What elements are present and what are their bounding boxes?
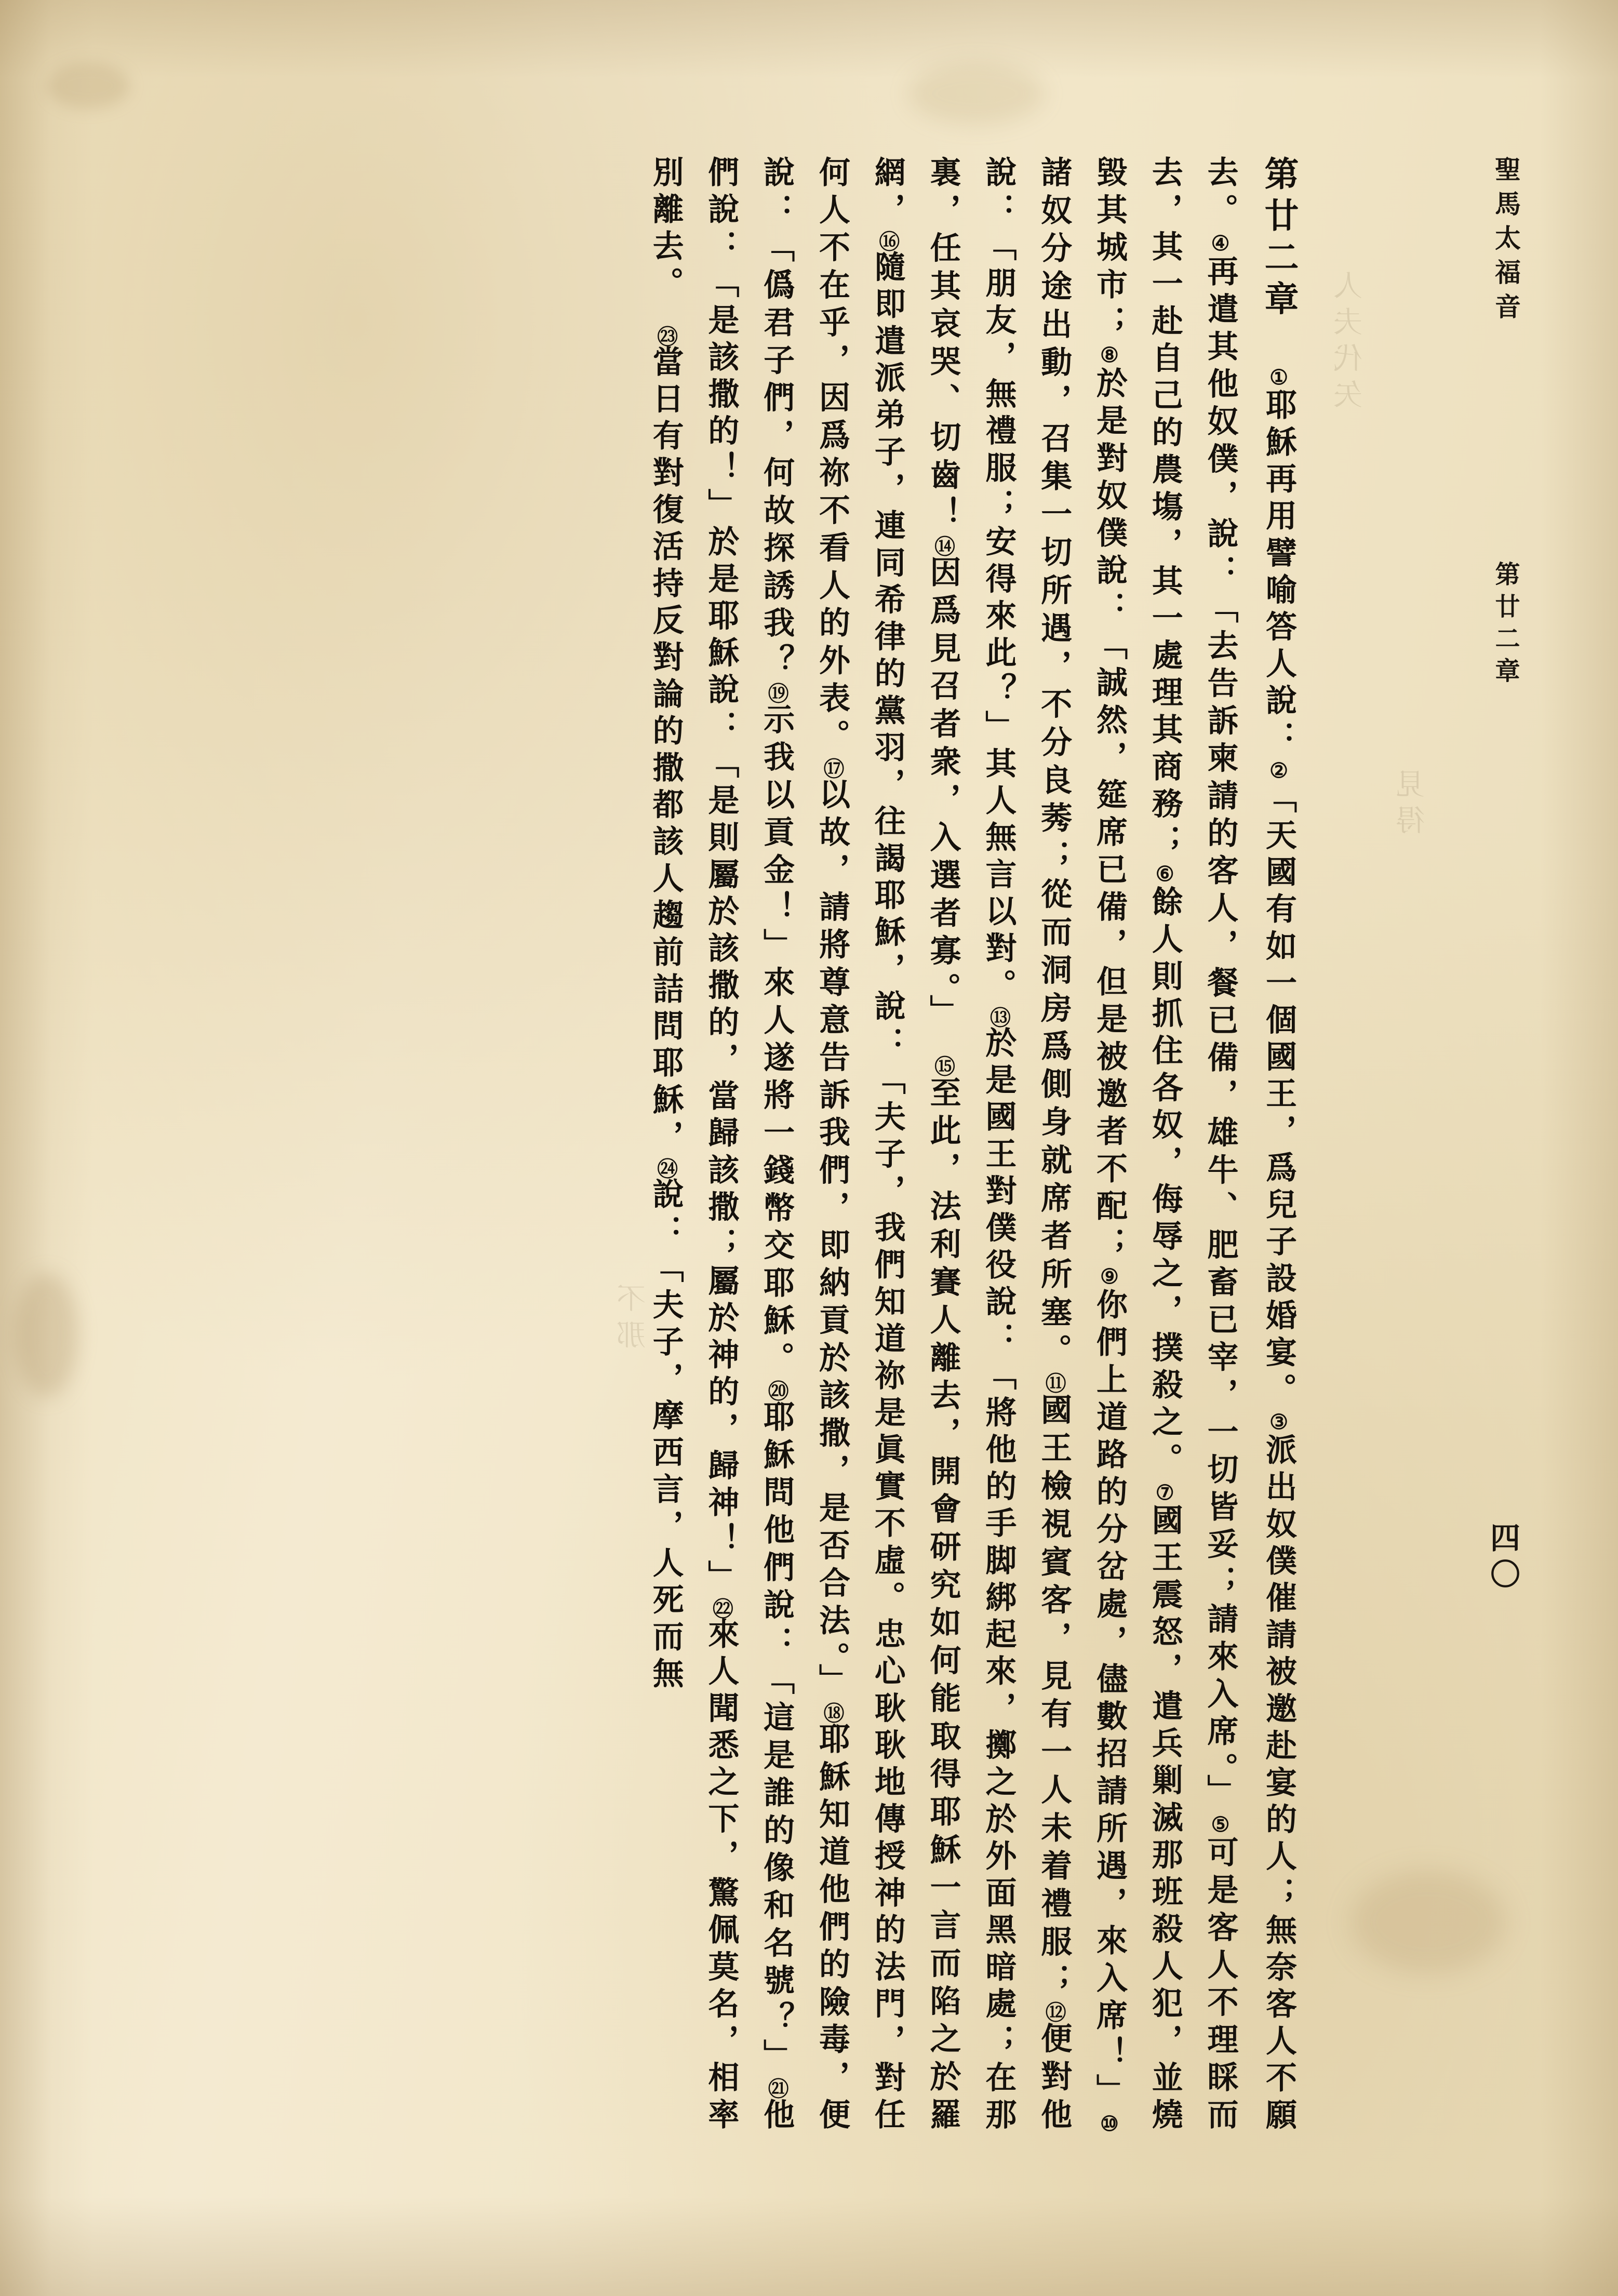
page-edge-shadow-right (1540, 0, 1618, 2296)
paper-stain (16, 1273, 78, 1397)
page-edge-shadow-left (0, 0, 93, 2296)
page-number: 四〇 (1485, 1522, 1520, 1595)
reverse-side-bleedthrough: 不那 (617, 1283, 650, 1356)
scripture-body-text (177, 156, 1309, 2135)
reverse-side-bleedthrough: 人夫代矢 (1333, 270, 1367, 416)
chapter-title: 第廿二章 (1259, 156, 1299, 323)
paper-stain (909, 62, 1044, 125)
paper-stain (1350, 1870, 1506, 1974)
paper-stain (47, 62, 130, 109)
page-edge-shadow-top (0, 0, 1618, 78)
page-edge-shadow-bottom (0, 2197, 1618, 2296)
reverse-side-bleedthrough: 見得 (1396, 769, 1429, 842)
body-text: ①耶穌再用譬喻答人說：②「天國有如一個國王，爲兒子設婚宴。③派出奴僕催請被邀赴宴的人；無奈客人不願去。④再遣其他奴僕，說：「去告訴柬請的客人，餐已備，雄牛、肥畜已宰，一切皆妥；請來入席。」⑤可是客人不理睬而去，其一赴自己的農塲，其一處理其商務；⑥餘人則抓住各奴，侮辱之，撲殺之。⑦國王震怒，遣兵剿滅那班殺人犯，並燒毀其城市；⑧於是對奴僕說：「誠然，筵席已備，但是被邀者不配；⑨你們上道路的分岔處，儘數招請所遇，來入席！」⑩諸奴分途出動，召集一切所遇，不分良莠；從而洞房爲側身就席者所塞。⑪國王檢視賓客，見有一人未着禮服；⑫便對他說：「朋友，無禮服；安得來此？」其人無言以對。⑬於是國王對僕役說：「將他的手脚綁起來，擲之於外面黑暗處；在那裏，任其哀哭、切齒！⑭因爲見召者衆，入選者寡。」 ⑮至此，法利賽人離去，開會研究如何能取得耶穌一言而陷之於羅網，⑯隨即遣派弟子，連同希律的黨羽，往謁耶穌，說：「夫子，我們知道祢是眞實不虛。忠心耿耿地傳授神的法門，對任何人不在乎，因爲祢不看人的外表。⑰以故，請將尊意告訴我們，即納貢於該撒，是否合法。」⑱耶穌知道他們的險毒，便說：「僞君子們，何故探誘我？⑲示我以貢金！」來人遂將一錢幣交耶穌。⑳耶穌問他們說：「這是誰的像和名號？」㉑他們說：「是該撒的！」於是耶穌說：「是則屬於該撒的，當歸該撒；屬於神的，歸神！」㉒來人聞悉之下，驚佩莫名，相率別離去。 ㉓當日有對復活持反對論的撒都該人趨前詰問耶穌，㉔說：「夫子，摩西言，人死而無 (647, 156, 1297, 2136)
running-head: 聖馬太福音 (1491, 156, 1521, 327)
running-chapter: 第廿二章 (1491, 561, 1520, 690)
